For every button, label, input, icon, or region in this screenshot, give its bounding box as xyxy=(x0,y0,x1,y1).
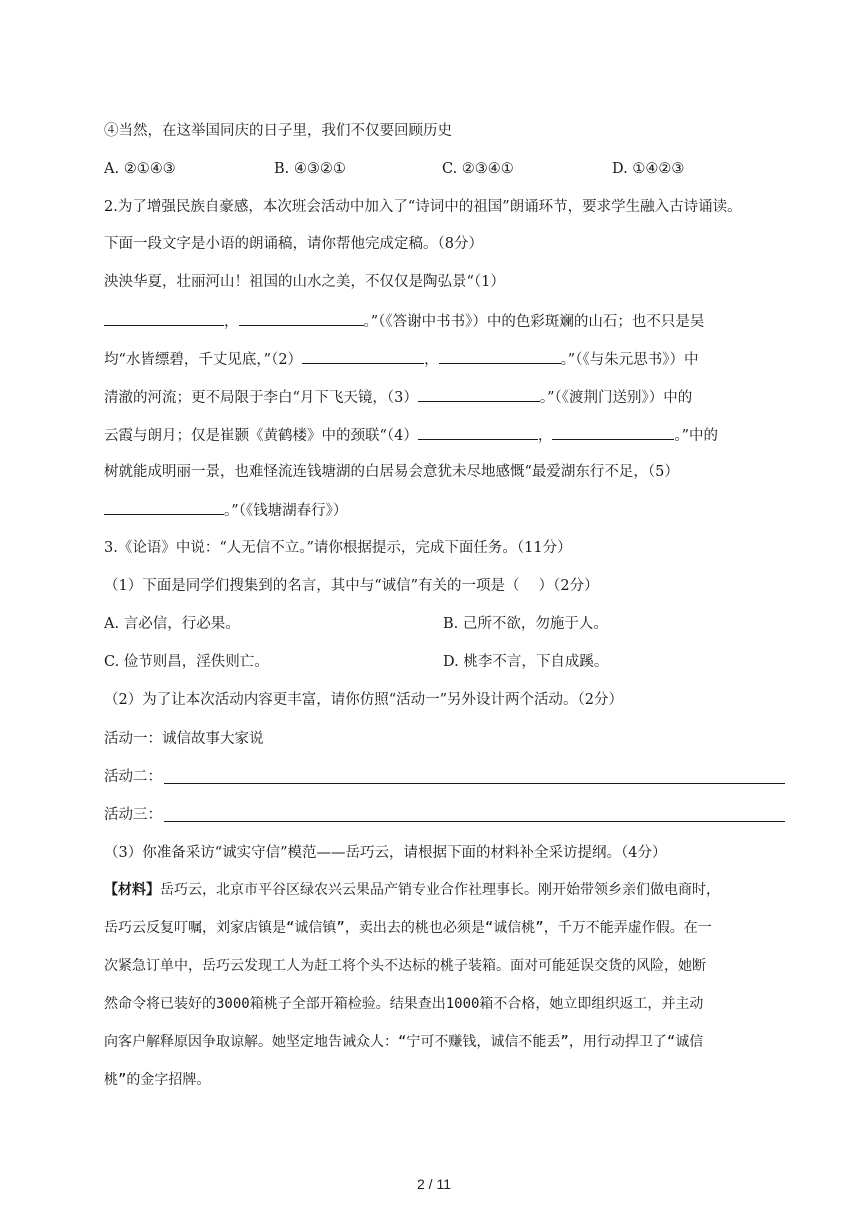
q3-sub-3: （3）你准备采访“诚实守信”模范——岳巧云，请根据下面的材料补全采访提纲。（4分） xyxy=(104,845,667,861)
answer-blank-1b[interactable] xyxy=(239,310,364,326)
q1-option-a: A. ②①④③ xyxy=(104,161,176,177)
answer-blank-1a[interactable] xyxy=(104,310,224,326)
material-line-2: 岳巧云反复叮嘱，刘家店镇是“诚信镇”，卖出去的桃也必须是“诚信桃”，千万不能弄虚作假。在一 xyxy=(104,920,712,936)
comma: ， xyxy=(224,314,239,330)
material-line-4: 然命令将已装好的3000箱桃子全部开箱检验。结果查出1000箱不合格，她立即组织返工，并主动 xyxy=(104,996,704,1012)
answer-blank-3[interactable] xyxy=(418,386,540,402)
page-number: 2 / 11 xyxy=(417,1176,451,1192)
answer-blank-2a[interactable] xyxy=(302,348,424,364)
answer-blank-4b[interactable] xyxy=(552,424,674,440)
material-text: 岳巧云，北京市平谷区绿农兴云果品产销专业合作社理事长。刚开始带领乡亲们做电商时， xyxy=(160,882,720,898)
answer-blank-5[interactable] xyxy=(104,499,224,515)
q2-text: 均“水皆缥碧，千丈见底，”（2） xyxy=(104,352,303,368)
q2-intro-line-1: 2.为了增强民族自豪感，本次班会活动中加入了“诗词中的祖国”朗诵环节，要求学生融入古诗诵读。 xyxy=(104,199,742,215)
material-line-5: 向客户解释原因争取谅解。她坚定地告诫众人：“宁可不赚钱，诚信不能丢”，用行动捍卫了“诚信 xyxy=(104,1034,704,1050)
q2-paragraph-line-3 xyxy=(104,348,698,370)
q2-text: 。”（《钱塘湖春行》） xyxy=(224,503,348,519)
comma: ， xyxy=(537,428,553,444)
q2-text: 。”（《答谢中书书》）中的色彩斑斓的山石；也不只是吴 xyxy=(363,314,705,330)
q2-paragraph-line-2 xyxy=(104,310,704,332)
activity-2-label: 活动二： xyxy=(104,769,162,785)
q1-option-c: C. ②③④① xyxy=(442,161,514,177)
q2-intro-line-2: 下面一段文字是小语的朗诵稿，请你帮他完成定稿。（8分） xyxy=(104,236,483,252)
q2-text: 。”（《渡荆门送别》）中的 xyxy=(539,390,693,406)
q2-text: 清澈的河流；更不局限于李白“月下飞天镜，（3） xyxy=(104,390,418,406)
material-line-1 xyxy=(104,880,720,900)
activity-2-answer-line[interactable] xyxy=(164,783,785,784)
q1-option-b: B. ④③②① xyxy=(274,161,346,177)
answer-blank-2b[interactable] xyxy=(439,348,561,364)
activity-3-answer-line[interactable] xyxy=(164,821,785,822)
material-line-3: 次紧急订单中，岳巧云发现工人为赶工将个头不达标的桃子装箱。面对可能延误交货的风险，她断 xyxy=(104,958,706,974)
q3-intro: 3.《论语》中说：“人无信不立。”请你根据提示，完成下面任务。（11分） xyxy=(104,540,572,556)
q3-sub-2: （2）为了让本次活动内容更丰富，请你仿照“活动一”另外设计两个活动。（2分） xyxy=(104,692,624,708)
q1-options xyxy=(104,159,784,179)
answer-blank-4a[interactable] xyxy=(418,424,538,440)
q3-option-d: D. 桃李不言，下自成蹊。 xyxy=(443,654,609,670)
q2-text: 云霞与朗月；仅是崔颢《黄鹤楼》中的颈联“（4） xyxy=(104,428,418,444)
q3-option-b: B. 己所不欲，勿施于人。 xyxy=(443,616,608,632)
q2-paragraph-line-4 xyxy=(104,386,692,408)
activity-1: 活动一：诚信故事大家说 xyxy=(104,731,264,747)
q2-paragraph-line-7 xyxy=(104,499,347,521)
q3-sub-1: （1）下面是同学们搜集到的名言，其中与“诚信”有关的一项是（ ）（2分） xyxy=(104,578,599,594)
q3-option-c: C. 俭节则昌，淫佚则亡。 xyxy=(104,654,269,670)
q1-option-d: D. ①④②③ xyxy=(612,161,685,177)
material-line-6: 桃”的金字招牌。 xyxy=(104,1072,211,1088)
activity-3-label: 活动三： xyxy=(104,807,162,823)
q2-paragraph-line-1: 泱泱华夏，壮丽河山！祖国的山水之美，不仅仅是陶弘景“（1） xyxy=(104,274,505,290)
q2-text: 。”中的 xyxy=(674,428,719,444)
q2-paragraph-line-6: 树就能成明丽一景，也难怪流连钱塘湖的白居易会意犹未尽地感慨“最爱湖东行不足，（5） xyxy=(104,464,679,480)
q2-paragraph-line-5 xyxy=(104,424,718,446)
q2-text: 。”（《与朱元思书》）中 xyxy=(560,352,699,368)
comma: ， xyxy=(424,352,439,368)
q1-sentence-4: ④当然，在这举国同庆的日子里，我们不仅要回顾历史 xyxy=(104,123,452,139)
material-label: 【材料】 xyxy=(104,882,160,898)
q3-option-a: A. 言必信，行必果。 xyxy=(104,616,240,632)
